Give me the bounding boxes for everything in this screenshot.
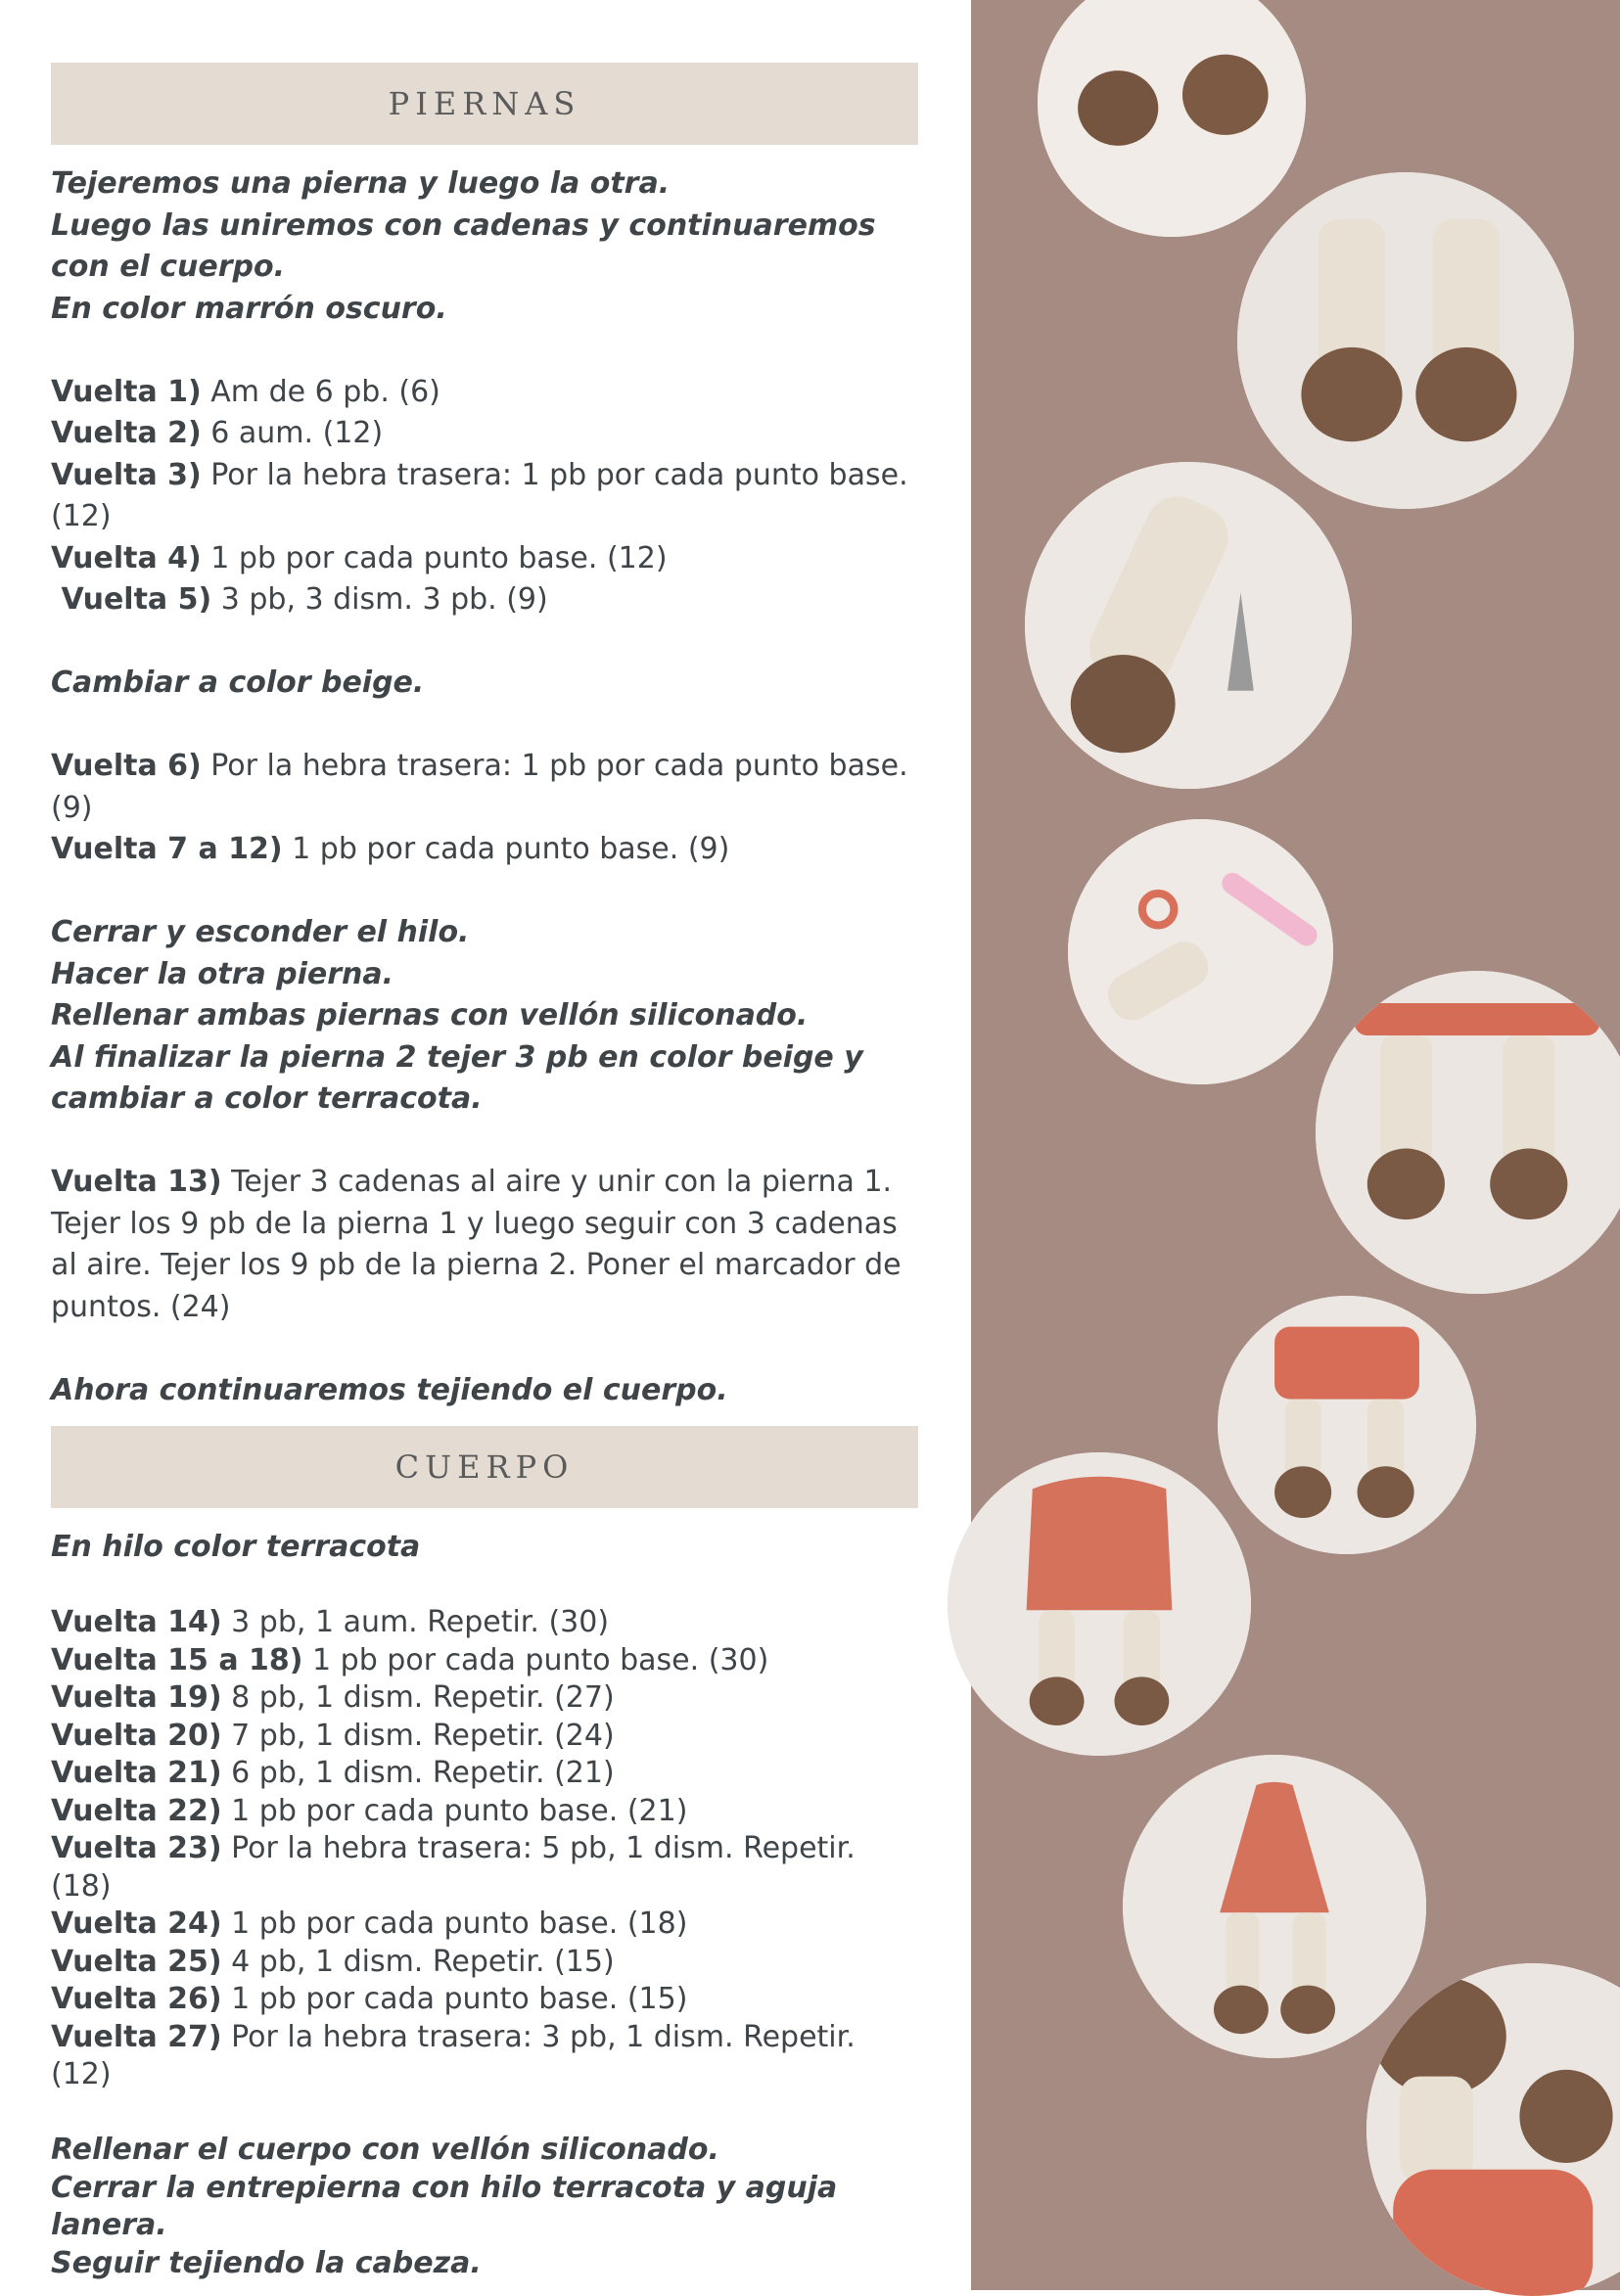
- outro-line: Seguir tejiendo la cabeza.: [51, 2245, 482, 2280]
- round-line: Vuelta 24) 1 pb por cada punto base. (18): [51, 1906, 688, 1941]
- note-line: Cerrar y esconder el hilo.: [51, 915, 470, 949]
- round-line: Vuelta 21) 6 pb, 1 dism. Repetir. (21): [51, 1756, 615, 1790]
- photo-body-start: [1218, 1296, 1476, 1554]
- section-header-cuerpo: [51, 1426, 918, 1508]
- cuerpo-instructions: [51, 1529, 922, 2282]
- note-line: Al finalizar la pierna 2 tejer 3 pb en color beige y cambiar a color terracota.: [51, 1039, 863, 1116]
- outro-line: Cerrar la entrepierna con hilo terracota y aguja lanera.: [51, 2170, 838, 2242]
- section-title: CUERPO: [394, 1448, 575, 1486]
- round-line: Vuelta 26) 1 pb por cada punto base. (15): [51, 1982, 688, 2016]
- photo-leg-charm: [1025, 462, 1352, 789]
- intro-line: En color marrón oscuro.: [51, 291, 447, 326]
- color-change-note: Cambiar a color beige.: [51, 666, 425, 700]
- intro-line: Tejeremos una pierna y luego la otra.: [51, 166, 671, 201]
- round-line: Vuelta 20) 7 pb, 1 dism. Repetir. (24): [51, 1718, 615, 1753]
- round-line: Vuelta 7 a 12) 1 pb por cada punto base. (9): [51, 832, 730, 866]
- intro-line: En hilo color terracota: [51, 1530, 421, 1564]
- round-line: Vuelta 22) 1 pb por cada punto base. (21): [51, 1793, 688, 1828]
- intro-line: Luego las uniremos con cadenas y continuaremos con el cuerpo.: [51, 207, 876, 284]
- photo-legs-joined: [1316, 971, 1620, 1294]
- section-title: PIERNAS: [388, 85, 581, 122]
- round-line: Vuelta 3) Por la hebra trasera: 1 pb por cada punto base. (12): [51, 457, 908, 533]
- round-line: Vuelta 5) 3 pb, 3 dism. 3 pb. (9): [51, 582, 548, 617]
- round-line: Vuelta 13) Tejer 3 cadenas al aire y unir con la pierna 1. Tejer los 9 pb de la pierna 1 y luego seguir con 3 cadenas al aire. Tejer los 9 pb de la pierna 2. Poner el marcador de puntos. (24): [51, 1165, 902, 1324]
- outro-line: Rellenar el cuerpo con vellón siliconado.: [51, 2133, 719, 2167]
- photo-legs: [1237, 172, 1574, 509]
- note-line: Rellenar ambas piernas con vellón siliconado.: [51, 998, 809, 1033]
- continue-note: Ahora continuaremos tejiendo el cuerpo.: [51, 1372, 728, 1407]
- round-line: Vuelta 4) 1 pb por cada punto base. (12): [51, 540, 668, 575]
- round-line: Vuelta 23) Por la hebra trasera: 5 pb, 1 dism. Repetir. (18): [51, 1831, 856, 1904]
- round-line: Vuelta 1) Am de 6 pb. (6): [51, 374, 440, 409]
- round-line: Vuelta 6) Por la hebra trasera: 1 pb por cada punto base. (9): [51, 749, 908, 825]
- piernas-instructions: [51, 163, 922, 1411]
- round-line: Vuelta 2) 6 aum. (12): [51, 416, 384, 450]
- note-line: Hacer la otra pierna.: [51, 956, 394, 991]
- photo-body-finished: [1123, 1755, 1426, 2058]
- round-line: Vuelta 27) Por la hebra trasera: 3 pb, 1 dism. Repetir. (12): [51, 2019, 856, 2091]
- round-line: Vuelta 19) 8 pb, 1 dism. Repetir. (27): [51, 1680, 615, 1715]
- section-header-piernas: [51, 63, 918, 145]
- round-line: Vuelta 15 a 18) 1 pb por cada punto base. (30): [51, 1642, 769, 1677]
- photo-hook: [1068, 819, 1333, 1084]
- photo-body: [948, 1452, 1251, 1756]
- round-line: Vuelta 14) 3 pb, 1 aum. Repetir. (30): [51, 1605, 610, 1639]
- round-line: Vuelta 25) 4 pb, 1 dism. Repetir. (15): [51, 1944, 615, 1979]
